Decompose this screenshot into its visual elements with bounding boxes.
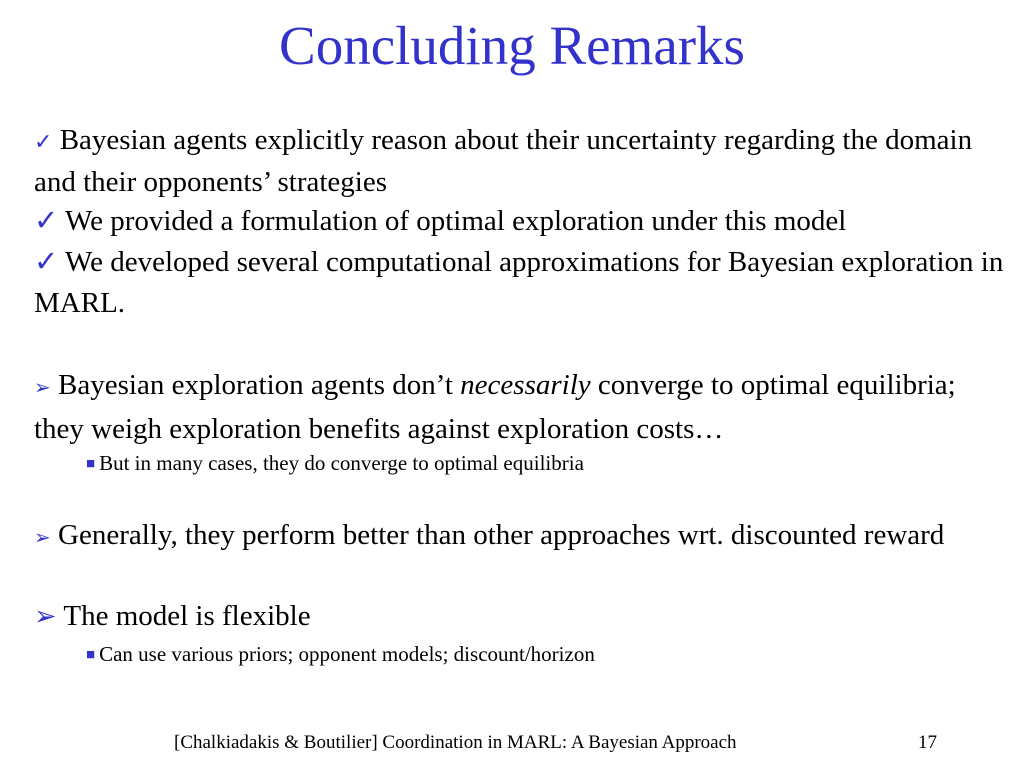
sub-bullet-text: But in many cases, they do converge to optimal equilibria <box>99 451 584 475</box>
bullet-text-before: Bayesian exploration agents don’t <box>58 369 461 401</box>
sub-bullet-item-2 <box>86 640 986 669</box>
arrow-bullet-icon: ➢ <box>34 377 51 399</box>
bullet-item-6 <box>34 596 1009 637</box>
sub-bullet-text: Can use various priors; opponent models; discount/horizon <box>99 642 595 666</box>
checkmark-icon: ✓ <box>34 205 59 237</box>
footer-citation: [Chalkiadakis & Boutilier] Coordination in MARL: A Bayesian Approach <box>174 732 737 753</box>
bullet-text-after: converge to optimal equilibria; they weigh exploration benefits against exploration costs… <box>34 369 956 445</box>
bullet-item-1 <box>34 120 1009 203</box>
bullet-item-3 <box>34 242 1009 324</box>
bullet-item-4 <box>34 365 1009 450</box>
bullet-text: Bayesian agents explicitly reason about their uncertainty regarding the domain and their opponents’ strategies <box>34 124 973 198</box>
bullet-text: We developed several computational approximations for Bayesian exploration in MARL. <box>34 246 1004 319</box>
checkmark-icon: ✓ <box>34 129 53 154</box>
bullet-item-5 <box>34 515 1009 559</box>
slide-title: Concluding Remarks <box>279 15 745 76</box>
sub-bullet-item-1 <box>86 449 986 478</box>
square-bullet-icon: ■ <box>86 456 96 472</box>
bullet-text: We provided a formulation of optimal exploration under this model <box>65 205 847 237</box>
checkmark-icon: ✓ <box>34 246 59 278</box>
bullet-item-2 <box>34 201 1009 242</box>
page-number: 17 <box>918 732 937 753</box>
arrow-bullet-icon: ➢ <box>34 527 51 549</box>
bullet-text-emphasis: necessarily <box>460 369 591 401</box>
bullet-text: The model is flexible <box>63 600 311 632</box>
bullet-text: Generally, they perform better than other approaches wrt. discounted reward <box>58 519 945 551</box>
square-bullet-icon: ■ <box>86 647 96 663</box>
arrow-bullet-icon: ➢ <box>34 601 57 631</box>
